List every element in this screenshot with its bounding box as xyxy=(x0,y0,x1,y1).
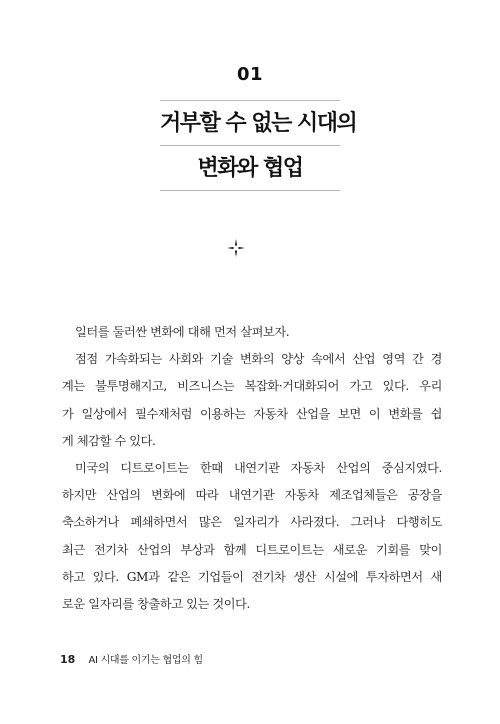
page-number: 18 xyxy=(60,653,76,666)
text-line: 축소하거나 폐쇄하면서 많은 일자리가 사라졌다. 그러나 다행히도 xyxy=(62,515,442,530)
text-line: 하고 있다. GM과 같은 기업들이 전기차 생산 시설에 투자하면서 새 xyxy=(62,569,442,584)
running-head: AI 시대를 이기는 협업의 힘 xyxy=(88,655,203,666)
chapter-title-line-1: 거부할 수 없는 시대의 xyxy=(160,100,340,145)
text-line: 게 체감할 수 있다. xyxy=(62,433,156,448)
chapter-number: 01 xyxy=(236,64,264,85)
text-line: 하지만 산업의 변화에 따라 내연기관 자동차 제조업체들은 공장을 xyxy=(62,488,442,503)
text-line: 일터를 둘러싼 변화에 대해 먼저 살펴보자. xyxy=(75,325,290,339)
body-text xyxy=(62,319,442,618)
paragraph xyxy=(62,319,442,346)
paragraph xyxy=(62,346,442,455)
text-line: 점점 가속화되는 사회와 기술 변화의 양상 속에서 산업 영역 간 경 xyxy=(75,352,442,367)
text-line: 가 일상에서 필수재처럼 이용하는 자동차 산업을 보면 이 변화를 쉽 xyxy=(62,406,442,421)
text-line: 미국의 디트로이트는 한때 내연기관 자동차 산업의 중심지였다. xyxy=(75,461,442,476)
text-line: 로운 일자리를 창출하고 있는 것이다. xyxy=(62,597,250,612)
chapter-title-line-2: 변화와 협업 xyxy=(160,145,340,191)
text-line: 최근 전기차 산업의 부상과 함께 디트로이트는 새로운 기회를 맞이 xyxy=(62,542,442,557)
page-footer xyxy=(60,651,203,666)
four-point-sparkle-icon xyxy=(226,238,246,258)
paragraph xyxy=(62,455,442,618)
chapter-title xyxy=(160,100,357,191)
text-line: 계는 불투명해지고, 비즈니스는 복잡화·거대화되어 가고 있다. 우리 xyxy=(62,379,442,394)
